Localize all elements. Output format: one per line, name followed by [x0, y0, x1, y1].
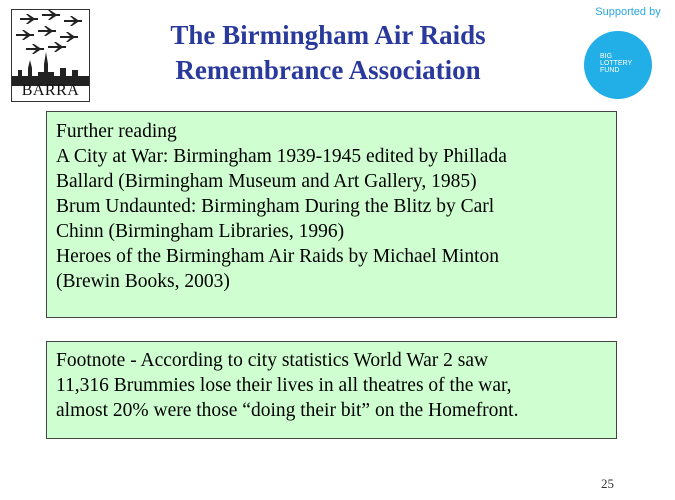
further-reading-heading: Further reading — [56, 121, 177, 142]
footnote-line: Footnote - According to city statistics World War 2 saw — [56, 350, 489, 371]
logo-text: BARRA — [21, 82, 80, 99]
barra-logo — [11, 9, 90, 102]
reading-line: (Brewin Books, 2003) — [56, 271, 230, 292]
lottery-logo-line: LOTTERY — [600, 60, 633, 67]
title-line: Remembrance Association — [175, 55, 481, 85]
reading-line: A City at War: Birmingham 1939-1945 edited by Phillada — [56, 146, 507, 167]
title-line: The Birmingham Air Raids — [170, 20, 486, 50]
lottery-logo-line: FUND — [600, 67, 620, 74]
footnote-line: 11,316 Brummies lose their lives in all theatres of the war, — [56, 375, 512, 396]
footnote-line: almost 20% were those “doing their bit” on the Homefront. — [56, 400, 519, 421]
reading-line: Ballard (Birmingham Museum and Art Gallery, 1985) — [56, 171, 477, 192]
page-title — [118, 18, 538, 88]
supported-by-label: Supported by — [595, 6, 661, 18]
further-reading-box — [46, 111, 617, 318]
reading-line: Brum Undaunted: Birmingham During the Blitz by Carl — [56, 196, 495, 217]
big-lottery-fund-logo — [584, 31, 652, 99]
reading-line: Heroes of the Birmingham Air Raids by Michael Minton — [56, 246, 500, 267]
page-number: 25 — [601, 476, 614, 491]
lottery-logo-text — [600, 53, 644, 74]
footnote-box — [46, 341, 617, 439]
reading-line: Chinn (Birmingham Libraries, 1996) — [56, 221, 345, 242]
lottery-logo-line: BIG — [600, 53, 613, 60]
